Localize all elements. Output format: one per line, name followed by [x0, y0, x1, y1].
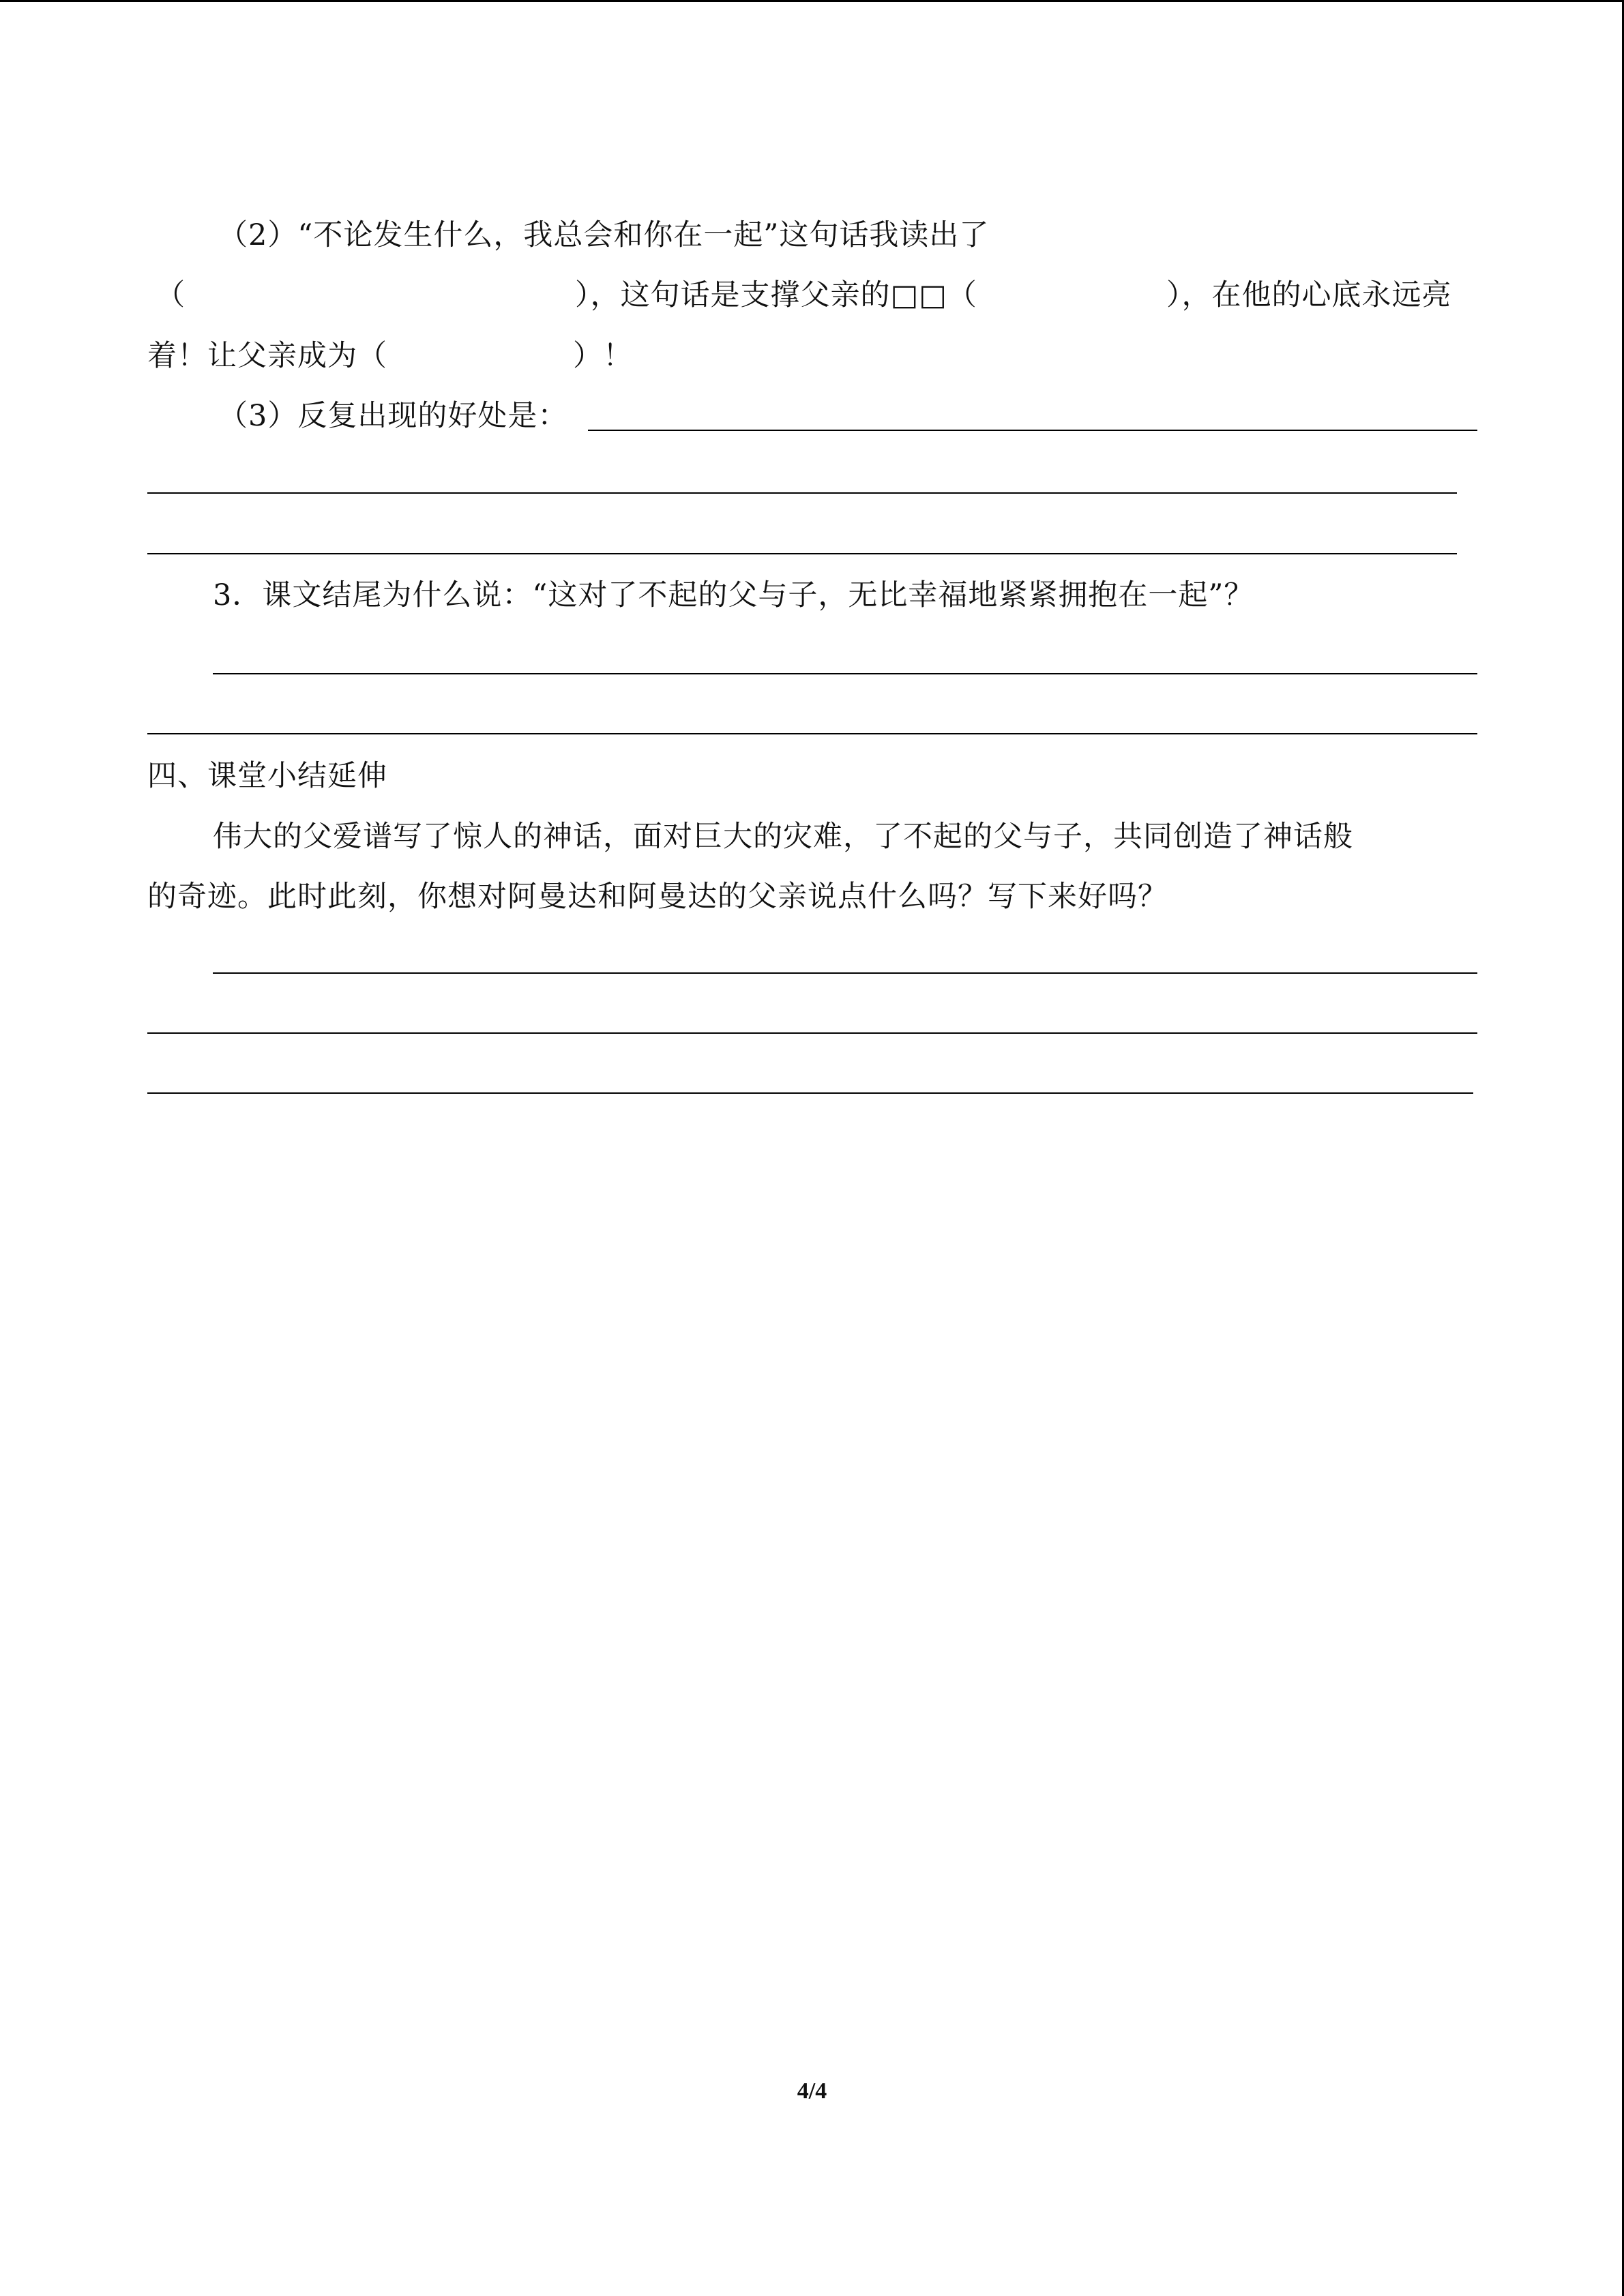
- question-3-answer-line-2[interactable]: [147, 733, 1477, 734]
- section-4-answer-line-2[interactable]: [147, 1032, 1477, 1034]
- section-4-answer-line-1[interactable]: [213, 972, 1477, 974]
- q2-line-3-a: 着！让父亲成为（: [147, 339, 387, 373]
- q2-line-1: （2）“不论发生什么，我总会和你在一起”这句话我读出了: [218, 218, 990, 252]
- page-number: 4/4: [797, 2078, 827, 2104]
- section-4-title: 四、课堂小结延伸: [147, 759, 387, 793]
- q3-answer-line-2[interactable]: [147, 492, 1457, 494]
- q3-label: （3）反复出现的好处是：: [218, 399, 568, 433]
- page-top-border: [0, 0, 1624, 2]
- q3-answer-line-1[interactable]: [588, 430, 1477, 431]
- section-4-paragraph-line-1: 伟大的父爱谱写了惊人的神话，面对巨大的灾难，了不起的父与子，共同创造了神话般: [213, 820, 1353, 854]
- question-3-answer-line-1[interactable]: [213, 673, 1477, 674]
- section-4-answer-line-3[interactable]: [147, 1092, 1473, 1094]
- q2-blank-open: （: [156, 278, 186, 312]
- q2-line-2-mid: ），这句话是支撑父亲的□□（: [575, 278, 977, 312]
- q3-answer-line-3[interactable]: [147, 553, 1457, 554]
- q2-line-2-end: ），在他的心底永远亮: [1166, 278, 1452, 312]
- section-4-paragraph-line-2: 的奇迹。此时此刻，你想对阿曼达和阿曼达的父亲说点什么吗？写下来好吗？: [147, 880, 1168, 914]
- question-3: 3．课文结尾为什么说：“这对了不起的父与子，无比幸福地紧紧拥抱在一起”？: [213, 578, 1254, 612]
- q2-line-3-b: ）！: [573, 339, 633, 373]
